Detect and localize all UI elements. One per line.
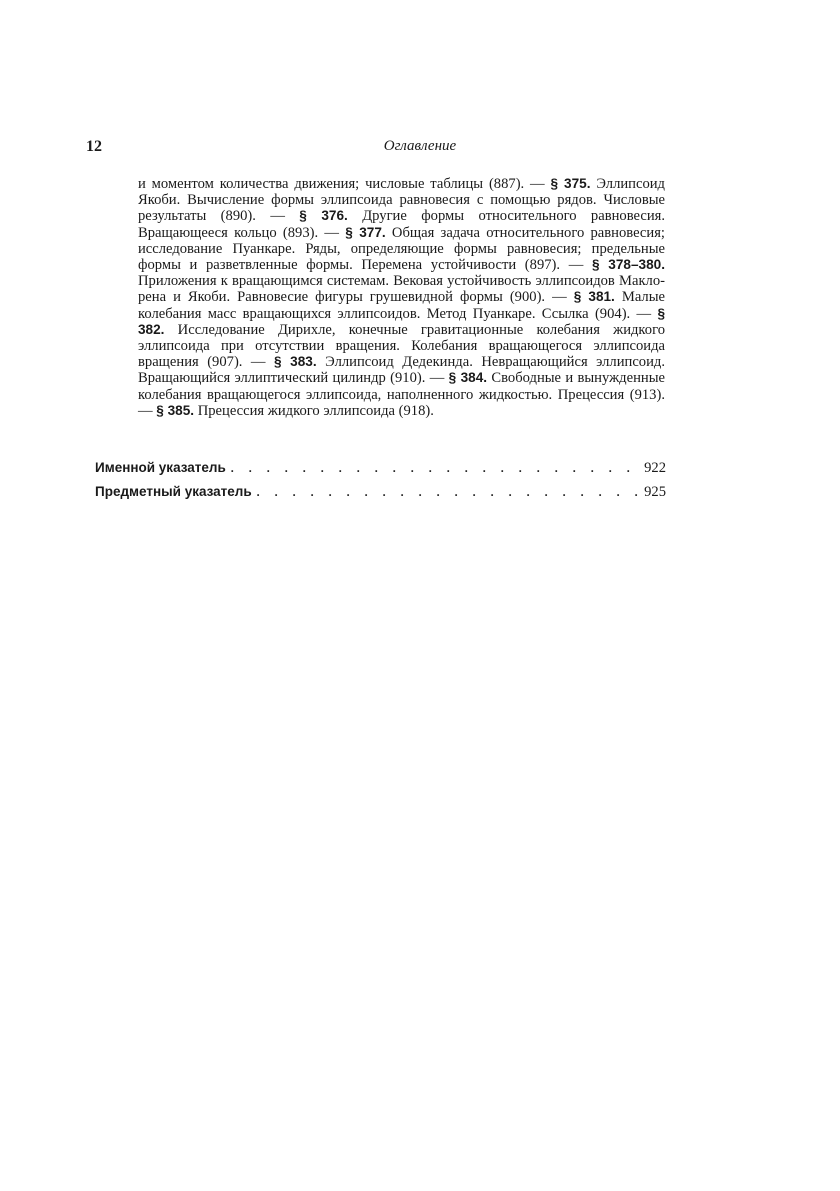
entry-text-segment: Малые колебания масс вращающихся эллипсоидов. Метод Пуанкаре. Ссылка (904). — [138,289,665,322]
toc-entry-label: Предметный указатель [95,484,252,499]
entry-text-segment: Общая задача относительного равновесия; исследование Пуанкаре. Ряды, определяющие формы равновесия; предельные формы и разветвленные формы. Перемена устойчивости (897). — [138,224,665,274]
section-number: § 378–380. [591,257,665,273]
page-number: 12 [86,138,102,155]
entry-text-segment: Приложения к вращающимся системам. Вековая устойчивость эллипсоидов Маклорена и Якоби. Равновесие фигуры грушевидной формы (900). — [138,273,665,306]
toc-entry-text [138,176,665,419]
entry-text-segment: Другие формы относительного равновесия. Вращающееся кольцо (893). — [138,208,665,241]
toc-entry-page: 922 [644,460,666,476]
dot-leader [257,485,639,500]
section-number: § 376. [299,208,348,224]
entry-text-segment: и моментом количества движения; числовые таблицы (887). — [138,176,551,192]
entry-text-segment: Свободные и вынужденные колебания вращающегося эллипсоида, наполненного жидкостью. Прецессия (913). — [138,370,665,419]
entry-text-segment: Исследование Дирихле, конечные гравитационные колебания жидкого эллипсоида при отсутствии вращения. Колебания вращающегося эллипсоида вращения (907). — [138,321,665,371]
section-number: § 382. [138,305,665,337]
dot-leader [231,461,639,476]
toc-entry-subject-index[interactable] [95,484,666,501]
toc-entry-page: 925 [644,484,666,500]
section-number: § 384. [448,370,488,386]
section-number: § 381. [573,289,615,305]
section-number: § 377. [345,224,386,240]
entry-text-segment: Эллипсоид Дедекинда. Невращающийся эллипсоид. Вращающийся эллиптический цилиндр (910). — [138,354,665,387]
entry-text-segment: Прецессия жидкого эллипсоида (918). [194,402,434,419]
toc-entry-label: Именной указатель [95,460,226,475]
running-title: Оглавление [383,138,457,154]
section-number: § 383. [274,354,317,370]
toc-entry-name-index[interactable] [95,460,666,477]
section-number: § 375. [550,176,591,191]
entry-text-segment: Эллипсоид Якоби. Вычисление формы эллипсоида равновесия с помощью рядов. Числовые результаты (890). — [138,176,665,225]
section-number: § 385. [156,402,195,418]
